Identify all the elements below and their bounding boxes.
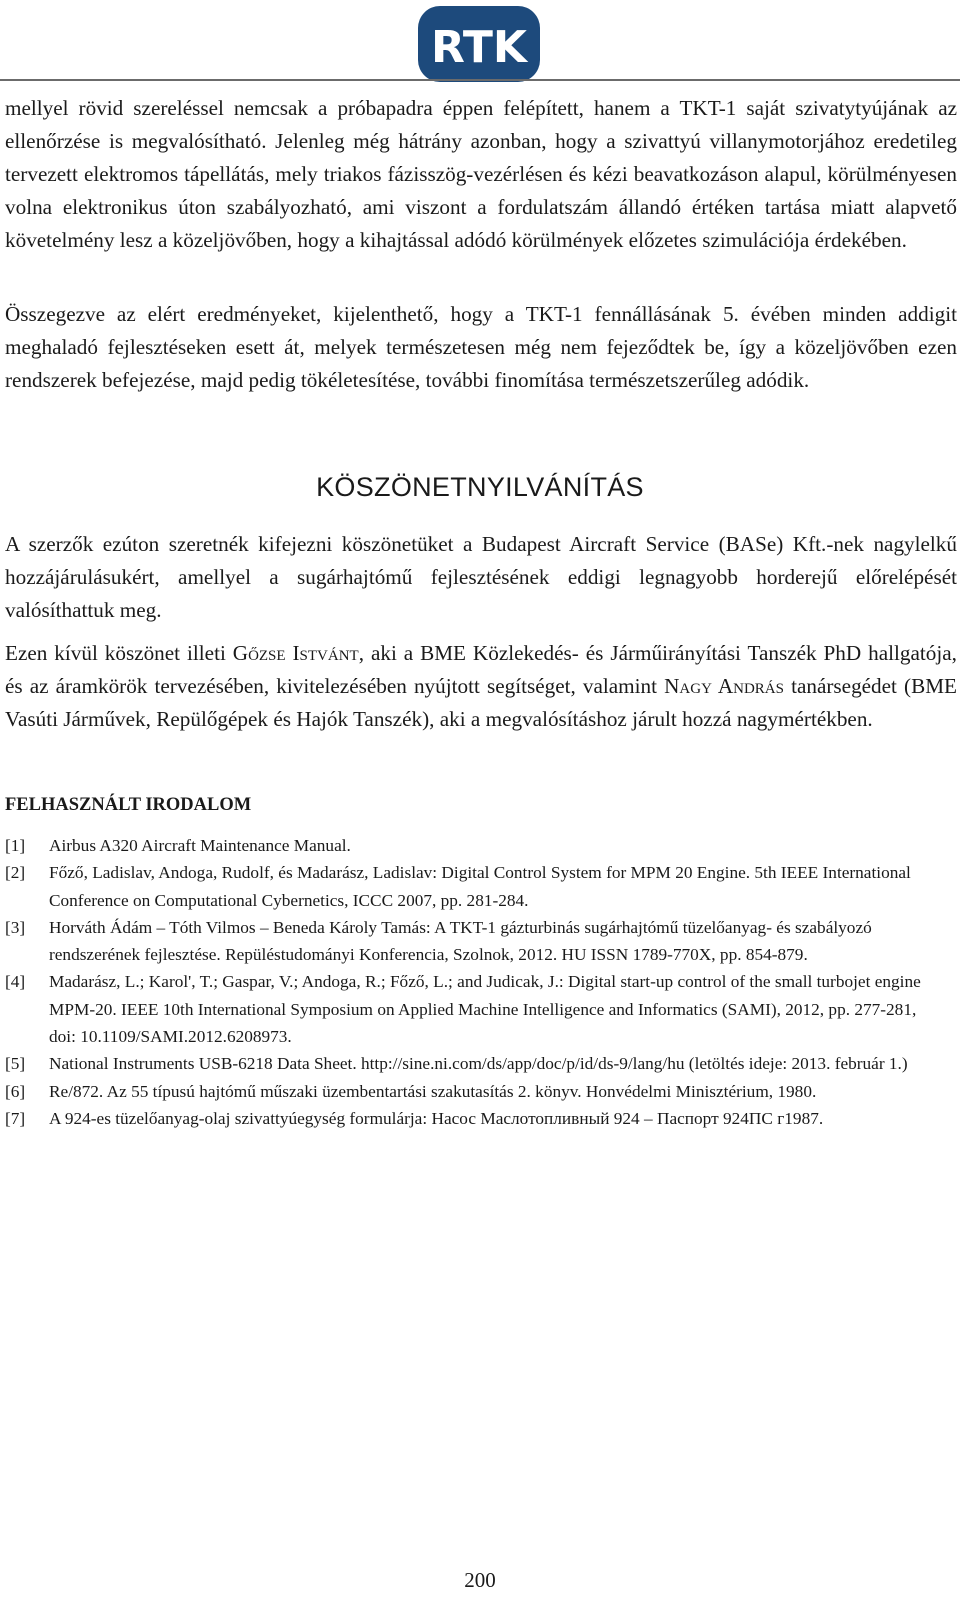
ack-text-b: , aki a BME Közlekedés- és Járműirányítási Tanszék PhD hallgatója, és az áramkörök tervezésében, kivitelezésében nyújtott segítséget, valamint <box>5 641 957 698</box>
ack-text-a: Ezen kívül köszönet illeti <box>5 641 233 665</box>
reference-text: A 924-es tüzelőanyag-olaj szivattyúegység formulárja: Насос Маслотопливный 924 – Паспорт 924ПС г1987. <box>49 1108 824 1128</box>
reference-list <box>5 832 945 1132</box>
reference-text: Madarász, L.; Karol', T.; Gaspar, V.; Andoga, R.; Főző, L.; and Judicak, J.: Digital start-up control of the small turbojet engine MPM-20. IEEE 10th International Symposium on Applied Machine Intelligence and Informatics (SAMI), 2012, pp. 277-281, doi: 10.1109/SAMI.2012.6208973. <box>49 972 921 1047</box>
reference-text: Re/872. Az 55 típusú hajtómű műszaki üzembentartási szakutasítás 2. könyv. Honvédelmi Minisztérium, 1980. <box>49 1081 817 1101</box>
section-heading: KÖSZÖNETNYILVÁNÍTÁS <box>316 472 644 502</box>
reference-text: Főző, Ladislav, Andoga, Rudolf, és Madarász, Ladislav: Digital Control System for MPM 20 Engine. 5th IEEE International Conference on Computational Cybernetics, ICCC 2007, pp. 281-284. <box>49 863 911 910</box>
ack-name-1: Gőzse Istvánt <box>232 641 359 665</box>
reference-item <box>5 1078 945 1105</box>
reference-number: [4] <box>5 972 26 992</box>
reference-item <box>5 832 945 859</box>
references-title: FELHASZNÁLT IRODALOM <box>5 795 252 815</box>
rtk-logo <box>418 6 540 82</box>
header-rule <box>0 79 960 81</box>
reference-item <box>5 1105 945 1132</box>
reference-item <box>5 859 945 914</box>
page-number: 200 <box>464 1568 496 1592</box>
reference-number: [6] <box>5 1081 26 1101</box>
reference-number: [3] <box>5 917 26 937</box>
logo-text: RTK <box>430 22 528 73</box>
reference-item <box>5 914 945 969</box>
reference-text: National Instruments USB-6218 Data Sheet. http://sine.ni.com/ds/app/doc/p/id/ds-9/lang/hu (letöltés ideje: 2013. február 1.) <box>49 1054 908 1074</box>
body-paragraph-1: mellyel rövid szereléssel nemcsak a próbapadra éppen felépített, hanem a TKT-1 saját szivatytyújának az ellenőrzése is megvalósítható. Jelenleg még hátrány azonban, hogy a szivattyú villanymotorjához eredetileg tervezett elektromos tápellátás, mely triakos fázisszög-vezérlésen és kézi beavatkozáson alapul, körülményesen volna elektronikus úton szabályozható, ami viszont a fordulatszám állandó értéken tartása miatt alapvető követelmény lesz a közeljövőben, hogy a kihajtással adódó körülmények előzetes szimulációja érdekében. <box>5 96 957 252</box>
reference-number: [2] <box>5 863 26 883</box>
reference-item <box>5 968 945 1050</box>
reference-item <box>5 1050 945 1077</box>
reference-number: [1] <box>5 836 26 855</box>
ack-text-c: tanársegédet (BME Vasúti Járművek, Repülőgépek és Hajók Tanszék), aki a megvalósításhoz járult hozzá nagymértékben. <box>5 674 957 731</box>
ack-name-2: Nagy András <box>664 674 784 698</box>
ack-paragraph-2 <box>5 637 957 736</box>
reference-text: Airbus A320 Aircraft Maintenance Manual. <box>49 836 351 855</box>
ack-paragraph-1: A szerzők ezúton szeretnék kifejezni köszönetüket a Budapest Aircraft Service (BASe) Kft.-nek nagylelkű hozzájárulásukért, amellyel a sugárhajtómű fejlesztésének eddigi legnagyobb horderejű előrelépését valósíthattuk meg. <box>5 532 957 622</box>
body-paragraph-2: Összegezve az elért eredményeket, kijelenthető, hogy a TKT-1 fennállásának 5. évében minden addigit meghaladó fejlesztéseken esett át, melyek természetesen még nem fejeződtek be, így a közeljövőben ezen rendszerek befejezése, majd pedig tökéletesítése, további finomítása természetszerűleg adódik. <box>5 302 957 392</box>
reference-number: [5] <box>5 1054 26 1074</box>
reference-text: Horváth Ádám – Tóth Vilmos – Beneda Károly Tamás: A TKT-1 gázturbinás sugárhajtómű tüzelőanyag- és szabályozó rendszerének fejlesztése. Repüléstudományi Konferencia, Szolnok, 2012. HU ISSN 1789-770X, pp. 854-879. <box>49 917 872 965</box>
reference-number: [7] <box>5 1108 26 1128</box>
